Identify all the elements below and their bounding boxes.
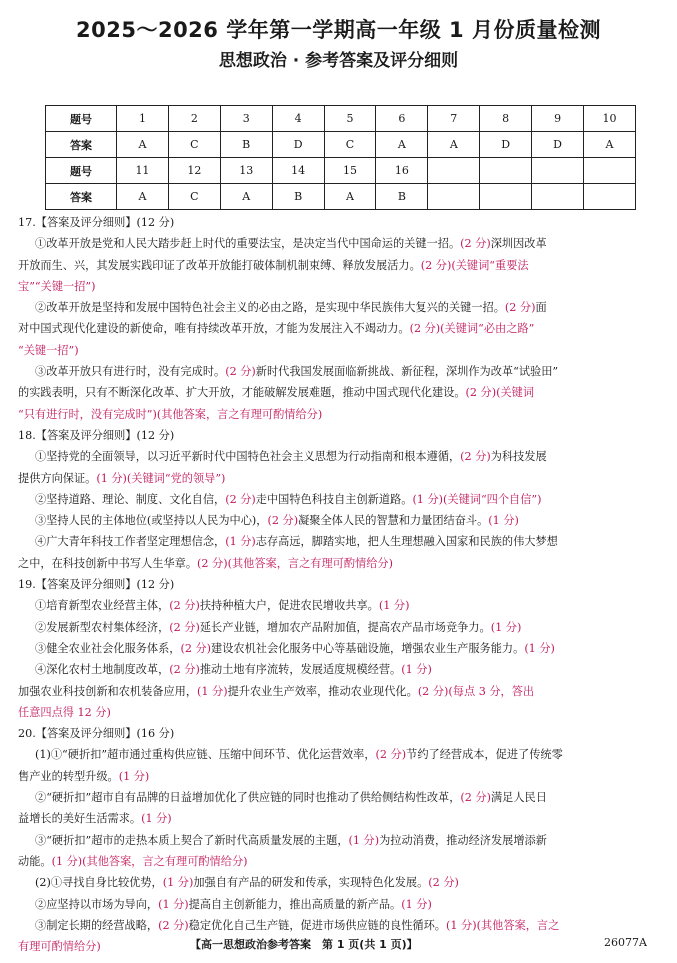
score-note: (1 分) [524, 641, 555, 655]
score-note: (2 分) [460, 791, 491, 805]
text-line [18, 361, 658, 382]
answer-text: 深圳因改革 [490, 237, 547, 251]
answer-cell: C [168, 184, 220, 210]
answer-cell: A [324, 184, 376, 210]
answer-text: 新时代我国发展面临新挑战、新征程，深圳作为改革“试验田” [255, 365, 559, 379]
score-note: (1 分) [378, 599, 410, 613]
answer-text: 提供方向保证。 [18, 471, 97, 485]
question-number: 3 [220, 106, 272, 132]
answer-text: 节约了经营成本，促进了传统零 [406, 748, 563, 762]
answer-cell: A [428, 132, 480, 158]
score-note: 宝”“关键一招”) [18, 279, 96, 293]
row-label: 题号 [46, 106, 117, 132]
answer-cell: A [584, 132, 636, 158]
answer-text: 20.【答案及评分细则】(16 分) [18, 727, 175, 741]
score-note: (2 分)(其他答案，言之有理可酌情给分) [197, 556, 393, 570]
text-line [18, 404, 658, 425]
score-note: (2 分) [180, 641, 212, 655]
question-number: 2 [168, 106, 220, 132]
answer-cell: B [220, 132, 272, 158]
answer-text: 志存高远，脚踏实地，把人生理想融入国家和民族的伟大梦想 [255, 535, 558, 549]
score-note: (1 分) [162, 876, 194, 890]
text-line [18, 382, 658, 403]
answer-text: 满足人民日 [490, 791, 547, 805]
answer-text: 对中国式现代化建设的新使命，唯有持续改革开放，才能为发展注入不竭动力。 [18, 322, 410, 336]
score-note: (2 分)(关键词“重要法 [420, 258, 529, 272]
question-number: 7 [428, 106, 480, 132]
question-number [584, 158, 636, 184]
answer-text: ③改革开放只有进行时，没有完成时。 [35, 365, 226, 379]
text-line [18, 489, 658, 510]
text-line [18, 766, 658, 787]
answer-text: 稳定优化自己生产链，促进市场供应链的良性循环。 [188, 918, 446, 932]
answer-cell: C [324, 132, 376, 158]
score-note: (2 分) [267, 514, 299, 528]
answer-text: ①坚持党的全面领导，以习近平新时代中国特色社会主义思想为行动指南和根本遵循， [35, 450, 461, 464]
score-note: (2 分) [169, 620, 200, 634]
answer-explanations [18, 212, 658, 957]
text-line [18, 808, 658, 829]
answer-text: 17.【答案及评分细则】(12 分) [18, 216, 175, 229]
score-note: “关键一招”) [18, 343, 79, 357]
question-number: 16 [376, 158, 428, 184]
score-note: (1 分) [118, 769, 150, 783]
answer-text: 凝聚全体人民的智慧和力量团结奋斗。 [298, 514, 489, 528]
question-number [428, 158, 480, 184]
answer-cell: A [117, 132, 169, 158]
question-number: 12 [168, 158, 220, 184]
score-note: (1 分)(关键词“四个自信”) [412, 492, 542, 506]
text-line [18, 702, 658, 723]
text-line [18, 723, 658, 744]
answer-text: ③“硬折扣”超市的走热本质上契合了新时代高质量发展的主题， [35, 833, 349, 847]
text-line [18, 681, 658, 702]
answer-cell: A [117, 184, 169, 210]
question-number: 5 [324, 106, 376, 132]
question-number: 9 [532, 106, 584, 132]
answer-cell [584, 184, 636, 210]
answer-text: 为科技发展 [490, 450, 547, 464]
answer-text: 益增长的美好生活需求。 [18, 812, 142, 826]
score-note: (1 分) [197, 684, 228, 698]
text-line [18, 638, 658, 659]
score-note: “只有进行时，没有完成时”)(其他答案，言之有理可酌情给分) [18, 407, 323, 421]
answer-text: 动能。 [18, 854, 52, 868]
score-note: (2 分) [169, 599, 200, 613]
answer-text: 走中国特色科技自主创新道路。 [255, 492, 413, 506]
answer-text: ①培育新型农业经营主体， [35, 599, 170, 613]
text-line [18, 830, 658, 851]
answer-cell: A [376, 132, 428, 158]
text-line [18, 318, 658, 339]
text-line [18, 233, 658, 254]
score-note: (2 分) [225, 365, 256, 379]
answer-text: (1)①“硬折扣”超市通过重构供应链、压缩中间环节、优化运营效率， [35, 748, 376, 762]
answer-text: ②改革开放是坚持和发展中国特色社会主义的必由之路，是实现中华民族伟大复兴的关键一招。 [35, 301, 505, 315]
score-note: (2 分) [225, 492, 256, 506]
answer-text: ①改革开放是党和人民大踏步赶上时代的重要法宝，是决定当代中国命运的关键一招。 [35, 237, 461, 251]
answer-text: 延长产业链，增加农产品附加值，提高农产品市场竞争力。 [199, 620, 491, 634]
score-note: (2 分) [169, 663, 200, 677]
row-label: 题号 [46, 158, 117, 184]
score-note: (2 分) [460, 450, 491, 464]
text-line [18, 531, 658, 552]
score-note: (1 分)(其他答案，言之 [446, 918, 560, 932]
answer-text: 建设农机社会化服务中心等基础设施，增强农业生产服务能力。 [211, 641, 525, 655]
text-line [18, 915, 658, 936]
score-note: (2 分) [375, 748, 407, 762]
answer-cell [480, 184, 532, 210]
text-line [18, 894, 658, 915]
answer-text: ③制定长期的经营战略， [35, 918, 159, 932]
footer-code: 26077A [604, 936, 647, 949]
answer-text: 的实践表明，只有不断深化改革、扩大开放，才能破解发展难题，推动中国式现代化建设。 [18, 386, 466, 400]
answer-text: 推动土地有序流转，发展适度规模经营。 [199, 663, 402, 677]
table-row [46, 158, 636, 184]
table-row [46, 132, 636, 158]
score-note: (2 分) [158, 918, 189, 932]
answer-text: ②坚持道路、理论、制度、文化自信， [35, 492, 226, 506]
score-note: (1 分) [401, 897, 432, 911]
score-note: (1 分) [141, 812, 172, 826]
text-line [18, 468, 658, 489]
answer-text: 面 [535, 301, 547, 315]
score-note: (1 分) [490, 620, 522, 634]
score-note: (2 分)(关键词 [465, 386, 535, 400]
score-note: (1 分) [488, 514, 519, 528]
text-line [18, 617, 658, 638]
answer-text: ②应坚持以市场为导向， [35, 897, 159, 911]
text-line [18, 425, 658, 446]
table-row [46, 184, 636, 210]
score-note: (1 分) [225, 535, 256, 549]
row-label: 答案 [46, 184, 117, 210]
answer-text: ③坚持人民的主体地位(或坚持以人民为中心)， [35, 514, 268, 528]
question-number: 10 [584, 106, 636, 132]
answer-text: 为拉动消费，推动经济发展增添新 [379, 833, 547, 847]
exam-title: 2025～2026 学年第一学期高一年级 1 月份质量检测 [76, 18, 601, 42]
question-number: 6 [376, 106, 428, 132]
score-note: (2 分) [428, 876, 459, 890]
question-number [480, 158, 532, 184]
answer-cell: D [532, 132, 584, 158]
answer-cell: D [480, 132, 532, 158]
answer-cell: B [376, 184, 428, 210]
text-line [18, 276, 658, 297]
text-line [18, 446, 658, 467]
answer-cell: A [220, 184, 272, 210]
text-line [18, 787, 658, 808]
score-note: (1 分)(关键词“党的领导”) [96, 471, 226, 485]
score-note: (1 分) [158, 897, 189, 911]
answer-text: 开放而生、兴，其发展实践印证了改革开放能打破体制机制束缚、释放发展活力。 [18, 258, 421, 272]
answer-cell: D [272, 132, 324, 158]
text-line [18, 255, 658, 276]
score-note: (2 分) [504, 301, 536, 315]
text-line [18, 659, 658, 680]
exam-subtitle: 思想政治 · 参考答案及评分细则 [218, 51, 459, 71]
question-number: 14 [272, 158, 324, 184]
text-line [18, 510, 658, 531]
score-note: (1 分) [348, 833, 380, 847]
question-number: 13 [220, 158, 272, 184]
table-row [46, 106, 636, 132]
score-note: (2 分) [460, 237, 491, 251]
question-number [532, 158, 584, 184]
answer-text: ②发展新型农村集体经济， [35, 620, 170, 634]
question-number: 1 [117, 106, 169, 132]
text-line [18, 872, 658, 893]
answer-text: 提高自主创新能力，推出高质量的新产品。 [188, 897, 402, 911]
text-line [18, 553, 658, 574]
answer-text: 19.【答案及评分细则】(12 分) [18, 578, 175, 592]
question-number: 15 [324, 158, 376, 184]
answer-text: 售产业的转型升级。 [18, 769, 119, 783]
text-line [18, 595, 658, 616]
answer-text: 扶持种植大户，促进农民增收共享。 [199, 599, 379, 613]
answer-text: 18.【答案及评分细则】(12 分) [18, 428, 175, 442]
text-line [18, 851, 658, 872]
score-note: (1 分) [401, 663, 432, 677]
answer-text: (2)①寻找自身比较优势， [35, 876, 163, 890]
answer-cell: B [272, 184, 324, 210]
text-line [18, 297, 658, 318]
answer-text: ④广大青年科技工作者坚定理想信念， [35, 535, 226, 549]
text-line [18, 574, 658, 595]
score-note: (2 分)(每点 3 分，答出 [417, 684, 535, 698]
answer-text: ③健全农业社会化服务体系， [35, 641, 181, 655]
answer-text: ②“硬折扣”超市自有品牌的日益增加优化了供应链的同时也推动了供给侧结构性改革， [35, 791, 461, 805]
text-line [18, 340, 658, 361]
answer-cell: C [168, 132, 220, 158]
question-number: 8 [480, 106, 532, 132]
score-note: 任意四点得 12 分) [18, 705, 111, 719]
answer-text: 加强自有产品的研发和传承，实现特色化发展。 [193, 876, 429, 890]
row-label: 答案 [46, 132, 117, 158]
answer-cell [428, 184, 480, 210]
answer-cell [532, 184, 584, 210]
footer-page-info: 【高一思想政治参考答案 第 1 页(共 1 页)】 [190, 938, 418, 951]
score-note: 有理可酌情给分) [18, 940, 101, 954]
text-line [18, 744, 658, 765]
answer-table [45, 105, 636, 210]
score-note: (2 分)(关键词“必由之路” [409, 322, 535, 336]
answer-text: 加强农业科技创新和农机装备应用， [18, 684, 198, 698]
answer-text: 之中，在科技创新中书写人生华章。 [18, 556, 198, 570]
answer-text: ④深化农村土地制度改革， [35, 663, 170, 677]
score-note: (1 分)(其他答案，言之有理可酌情给分) [51, 854, 248, 868]
answer-text: 提升农业生产效率，推动农业现代化。 [227, 684, 418, 698]
question-number: 11 [117, 158, 169, 184]
question-number: 4 [272, 106, 324, 132]
text-line [18, 212, 658, 233]
